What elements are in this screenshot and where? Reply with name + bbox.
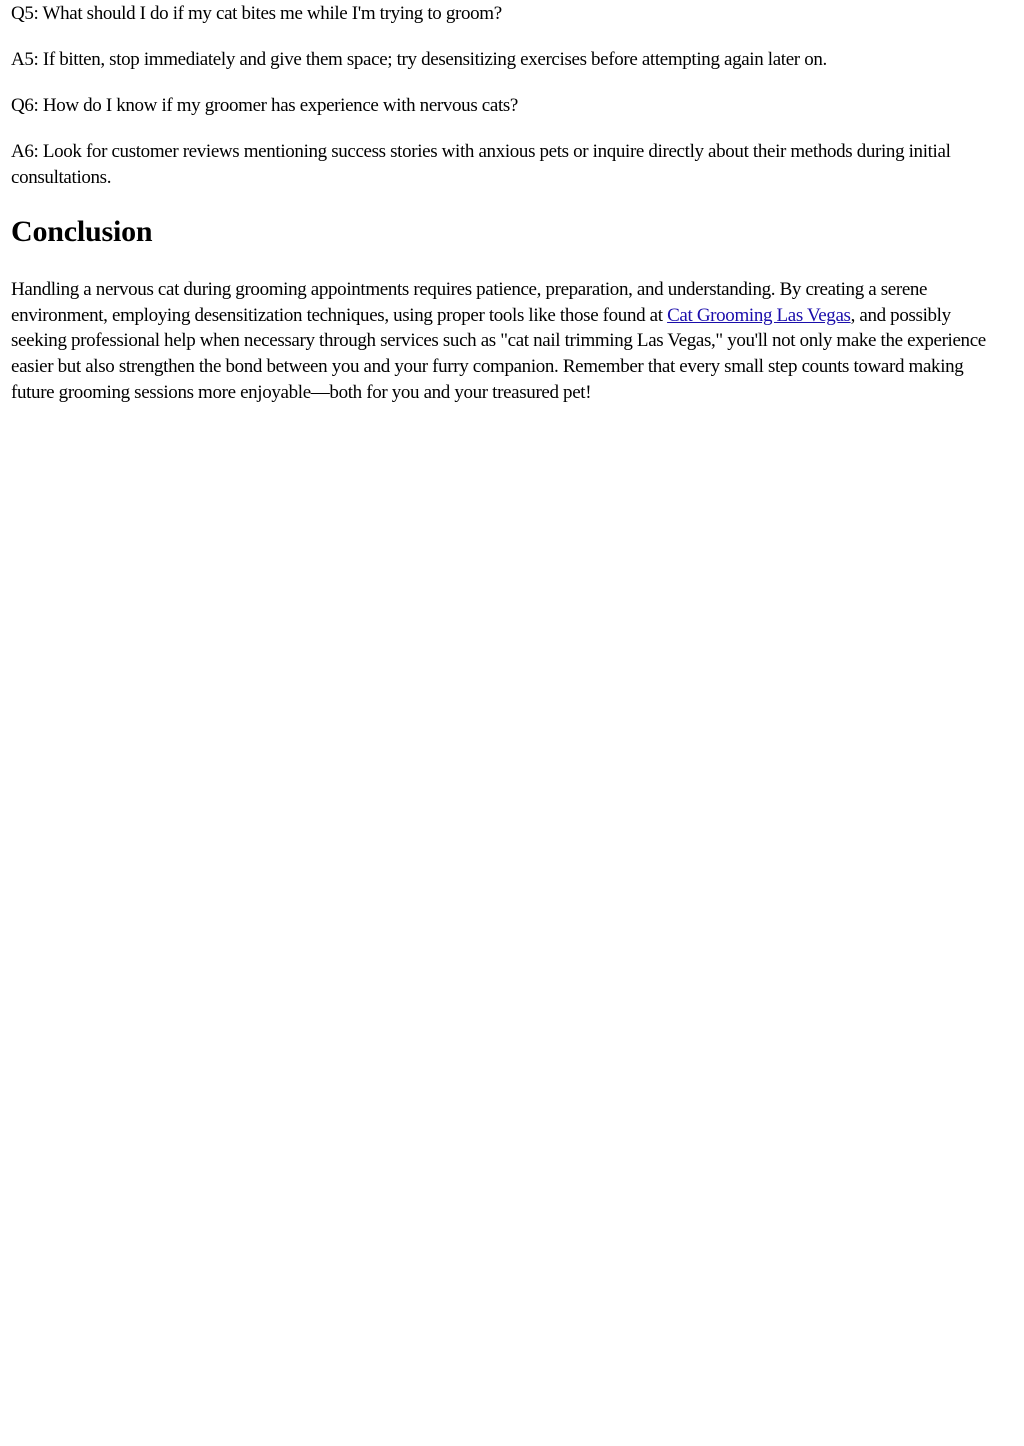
faq-question-6: Q6: How do I know if my groomer has experience with nervous cats? [11,95,518,116]
conclusion-paragraph [11,277,1006,406]
conclusion-text-before-link: Handling a nervous cat during grooming appointments requires patience, preparation, and understanding. By creating a serene environment, employing desensitization techniques, using proper tools like those found at [11,279,928,326]
faq-answer-6: A6: Look for customer reviews mentioning success stories with anxious pets or inquire directly about their methods during initial consultations. [11,141,951,188]
conclusion-text-after-link: , and possibly seeking professional help when necessary through services such as "cat nail trimming Las Vegas," you'll not only make the experience easier but also strengthen the bond between you and your furry companion. Remember that every small step counts toward making future grooming sessions more enjoyable—both for you and your treasured pet! [11,304,986,403]
conclusion-heading: Conclusion [11,215,153,248]
faq-question-5: Q5: What should I do if my cat bites me while I'm trying to groom? [11,3,502,24]
faq-answer-5: A5: If bitten, stop immediately and give them space; try desensitizing exercises before attempting again later on. [11,49,827,70]
cat-grooming-las-vegas-link[interactable]: Cat Grooming Las Vegas [667,304,851,326]
